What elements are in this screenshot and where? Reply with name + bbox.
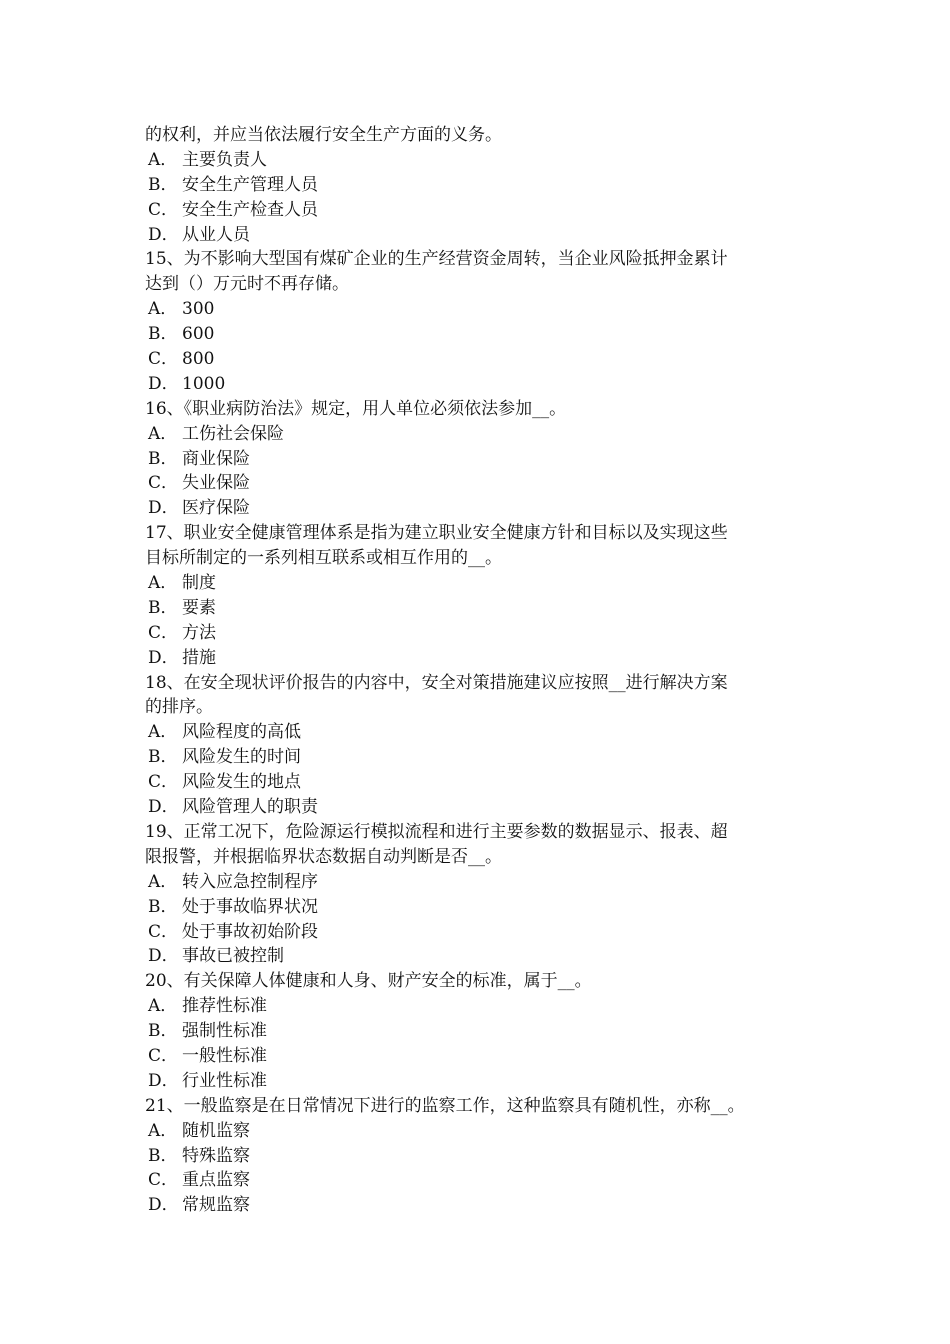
option-text: 1000 <box>182 373 226 394</box>
option-text: 特殊监察 <box>182 1145 250 1166</box>
option-letter: A． <box>148 149 178 170</box>
question-stem-line: 15、为不影响大型国有煤矿企业的生产经营资金周转，当企业风险抵押金累计 <box>145 249 728 270</box>
option-text: 要素 <box>182 597 216 618</box>
option-text: 从业人员 <box>182 224 250 245</box>
option-text: 300 <box>182 299 215 320</box>
question-stem-line: 18、在安全现状评价报告的内容中，安全对策措施建议应按照__进行解决方案 <box>145 672 728 693</box>
option-text: 工伤社会保险 <box>182 423 284 444</box>
question-stem-line: 的排序。 <box>145 697 213 718</box>
answer-option <box>145 621 810 646</box>
question-block <box>145 969 810 1093</box>
option-text: 处于事故初始阶段 <box>182 921 318 942</box>
option-text: 风险程度的高低 <box>182 722 301 743</box>
option-text: 安全生产管理人员 <box>182 174 318 195</box>
option-text: 转入应急控制程序 <box>182 871 318 892</box>
option-letter: B． <box>148 448 178 469</box>
question-block <box>145 1094 810 1218</box>
option-letter: D． <box>148 224 179 245</box>
option-letter: A． <box>148 299 178 320</box>
answer-option <box>145 297 810 322</box>
option-letter: C． <box>148 921 179 942</box>
answer-option <box>145 1044 810 1069</box>
option-letter: C． <box>148 1170 179 1191</box>
option-letter: C． <box>148 772 179 793</box>
option-text: 风险管理人的职责 <box>182 797 318 818</box>
option-text: 安全生产检查人员 <box>182 199 318 220</box>
question-block <box>145 397 810 521</box>
answer-option <box>145 994 810 1019</box>
option-letter: C． <box>148 473 179 494</box>
answer-option <box>145 720 810 745</box>
question-stem-line: 16、《职业病防治法》规定，用人单位必须依法参加__。 <box>145 398 567 419</box>
answer-option <box>145 173 810 198</box>
option-text: 制度 <box>182 573 216 594</box>
answer-option <box>145 1019 810 1044</box>
answer-option <box>145 496 810 521</box>
question-stem-line: 21、一般监察是在日常情况下进行的监察工作，这种监察具有随机性，亦称__。 <box>145 1095 745 1116</box>
option-text: 强制性标准 <box>182 1021 267 1042</box>
option-text: 推荐性标准 <box>182 996 267 1017</box>
option-letter: D． <box>148 946 179 967</box>
option-text: 行业性标准 <box>182 1070 267 1091</box>
answer-option <box>145 1144 810 1169</box>
option-text: 800 <box>182 349 215 370</box>
option-letter: C． <box>148 349 179 370</box>
option-letter: C． <box>148 622 179 643</box>
option-letter: A． <box>148 573 178 594</box>
question-block <box>145 247 810 396</box>
option-text: 主要负责人 <box>182 149 267 170</box>
answer-option <box>145 770 810 795</box>
answer-option <box>145 471 810 496</box>
option-letter: D． <box>148 498 179 519</box>
option-letter: A． <box>148 722 178 743</box>
question-stem-line: 20、有关保障人体健康和人身、财产安全的标准，属于__。 <box>145 971 592 992</box>
answer-option <box>145 920 810 945</box>
option-letter: A． <box>148 871 178 892</box>
option-letter: B． <box>148 1145 178 1166</box>
option-text: 措施 <box>182 647 216 668</box>
option-text: 风险发生的地点 <box>182 772 301 793</box>
answer-option <box>145 347 810 372</box>
option-letter: B． <box>148 597 178 618</box>
option-letter: B． <box>148 747 178 768</box>
question-list <box>145 247 810 1218</box>
answer-option <box>145 223 810 248</box>
option-letter: D． <box>148 373 179 394</box>
answer-option <box>145 1069 810 1094</box>
question-block <box>145 521 810 670</box>
option-text: 600 <box>182 324 215 345</box>
answer-option <box>145 148 810 173</box>
answer-option <box>145 447 810 472</box>
question-stem-line: 19、正常工况下，危险源运行模拟流程和进行主要参数的数据显示、报表、超 <box>145 821 728 842</box>
option-letter: A． <box>148 996 178 1017</box>
question-continuation-text: 的权利，并应当依法履行安全生产方面的义务。 <box>145 125 502 145</box>
option-letter: D． <box>148 647 179 668</box>
option-letter: D． <box>148 1195 179 1216</box>
answer-option <box>145 198 810 223</box>
answer-option <box>145 1193 810 1218</box>
option-text: 一般性标准 <box>182 1045 267 1066</box>
option-letter: A． <box>148 1120 178 1141</box>
option-text: 风险发生的时间 <box>182 747 301 768</box>
answer-option <box>145 1168 810 1193</box>
option-text: 常规监察 <box>182 1195 250 1216</box>
option-letter: B． <box>148 1021 178 1042</box>
answer-option <box>145 571 810 596</box>
answer-option <box>145 1119 810 1144</box>
option-letter: C． <box>148 199 179 220</box>
option-text: 商业保险 <box>182 448 250 469</box>
option-letter: D． <box>148 797 179 818</box>
option-text: 处于事故临界状况 <box>182 896 318 917</box>
option-text: 失业保险 <box>182 473 250 494</box>
option-letter: B． <box>148 324 178 345</box>
option-letter: C． <box>148 1045 179 1066</box>
option-text: 事故已被控制 <box>182 946 284 967</box>
answer-option <box>145 646 810 671</box>
option-letter: B． <box>148 896 178 917</box>
answer-option <box>145 944 810 969</box>
answer-option <box>145 795 810 820</box>
option-text: 随机监察 <box>182 1120 250 1141</box>
answer-option <box>145 745 810 770</box>
question-stem-line: 17、职业安全健康管理体系是指为建立职业安全健康方针和目标以及实现这些 <box>145 523 728 544</box>
question-block <box>145 820 810 969</box>
question-stem-line: 限报警，并根据临界状态数据自动判断是否__。 <box>145 846 502 867</box>
answer-option <box>145 870 810 895</box>
option-letter: D． <box>148 1070 179 1091</box>
option-text: 医疗保险 <box>182 498 250 519</box>
answer-option <box>145 322 810 347</box>
answer-option <box>145 596 810 621</box>
intro-option-list <box>145 148 810 248</box>
option-text: 重点监察 <box>182 1170 250 1191</box>
question-stem-line: 达到（）万元时不再存储。 <box>145 274 349 295</box>
question-block <box>145 671 810 820</box>
question-stem-line: 目标所制定的一系列相互联系或相互作用的__。 <box>145 548 502 569</box>
option-letter: B． <box>148 174 178 195</box>
answer-option <box>145 895 810 920</box>
answer-option <box>145 422 810 447</box>
answer-option <box>145 372 810 397</box>
option-letter: A． <box>148 423 178 444</box>
document-page <box>145 123 810 1218</box>
option-text: 方法 <box>182 622 216 643</box>
